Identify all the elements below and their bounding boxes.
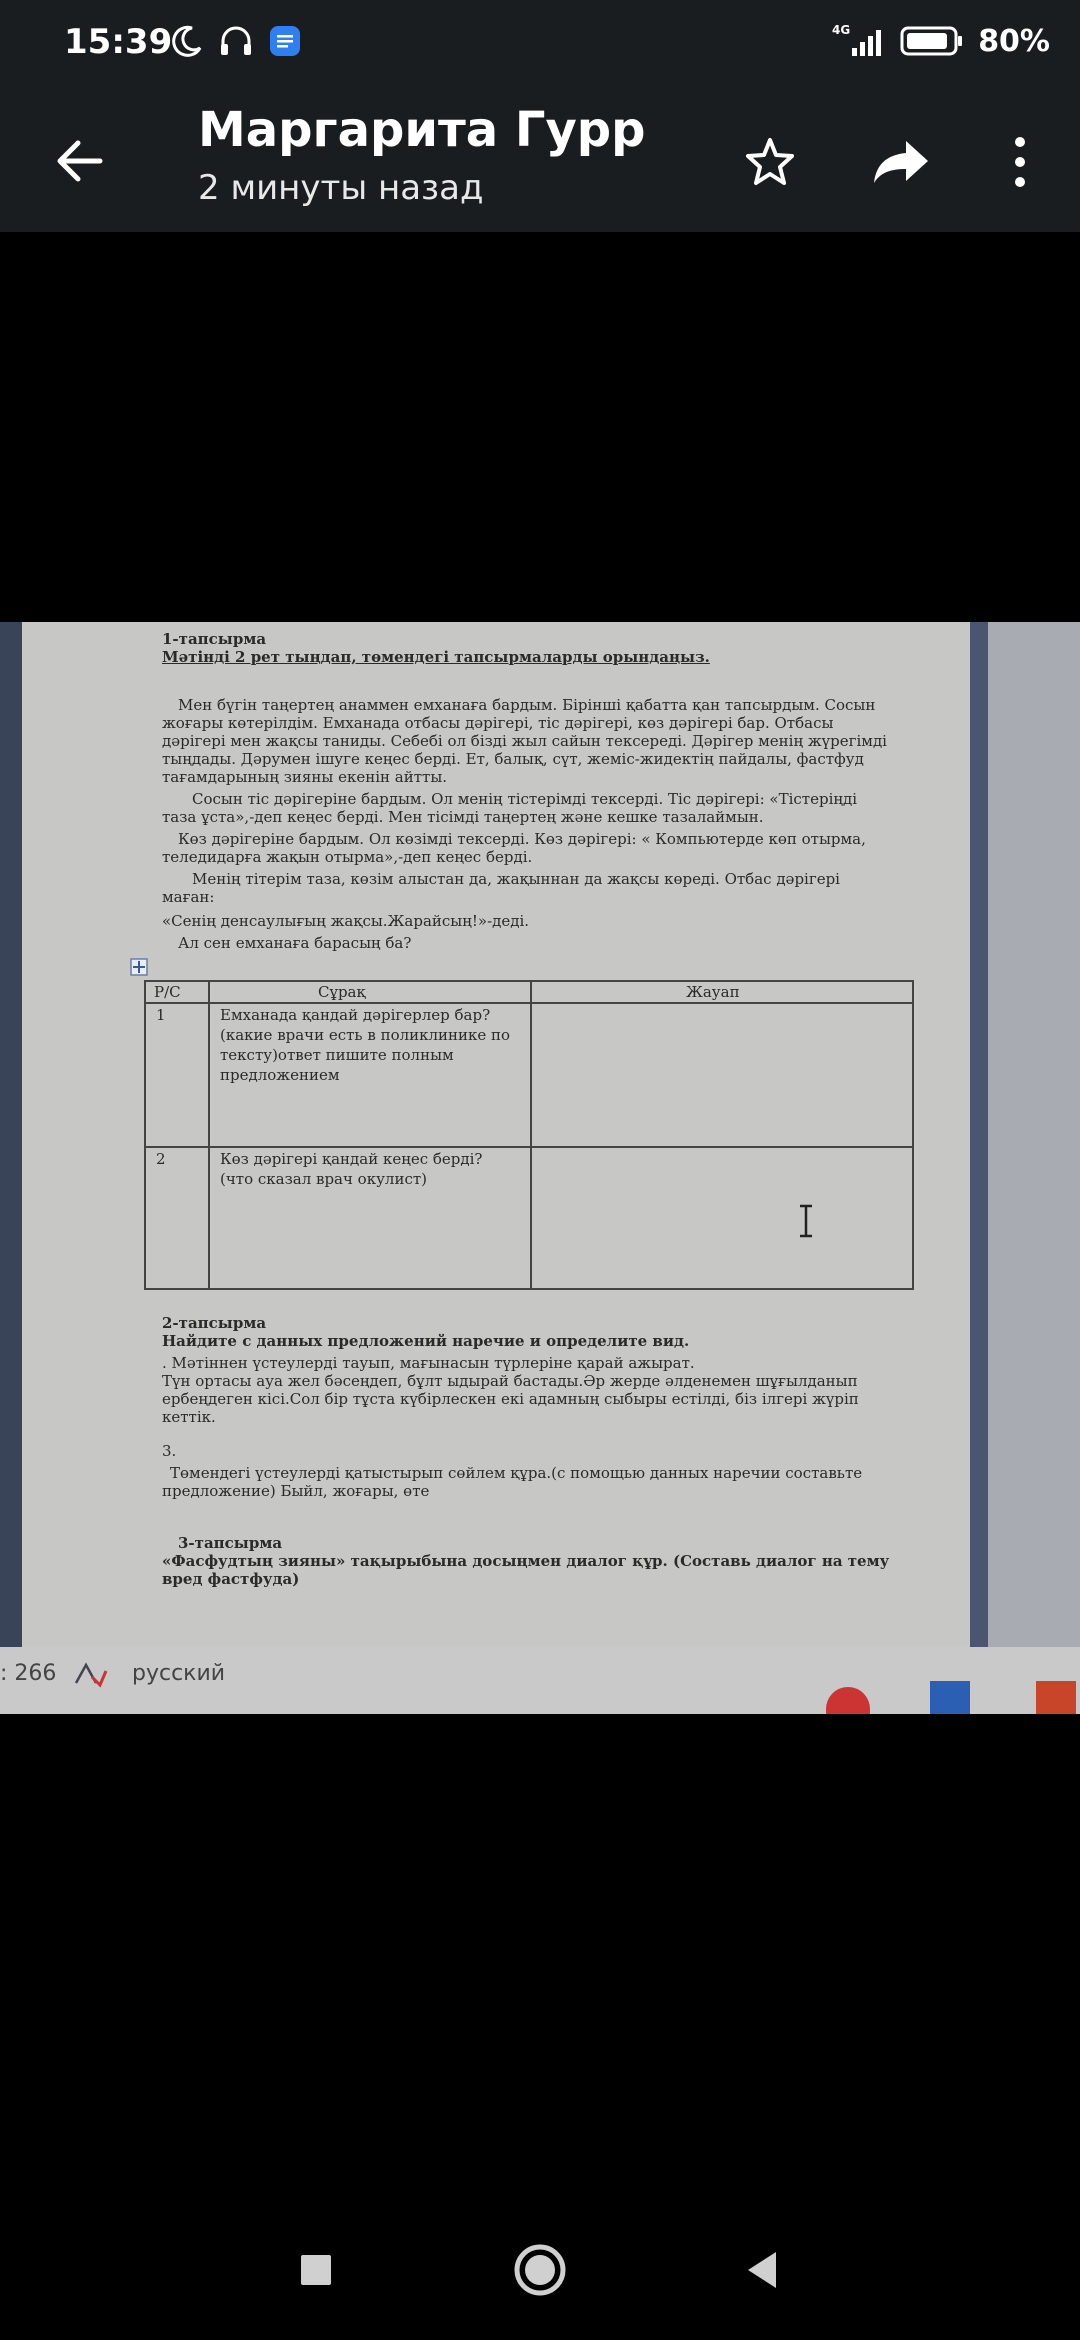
navigation-bar (0, 2200, 1080, 2340)
status-bar (0, 0, 1080, 96)
paragraph-line: маған: (162, 888, 215, 906)
moon-icon (170, 24, 204, 58)
star-icon (743, 135, 797, 189)
task2-heading: 2-тапсырма (162, 1314, 267, 1332)
status-left-icons (170, 24, 302, 58)
more-options-button[interactable] (980, 122, 1060, 202)
task1-heading: 1-тапсырма (162, 630, 267, 648)
paragraph-line: Мен бүгін таңертең анаммен емханаға бардым. Бірінші қабатта қан тапсырдым. Сосын (178, 696, 876, 714)
star-button[interactable] (730, 122, 810, 202)
paragraph-line: тыңдады. Дәрумен ішуге кеңес берді. Ет, балық, сүт, жеміс-жидектің пайдалы, фастфуд (162, 750, 864, 768)
document-scroll-edge (970, 622, 988, 1647)
question-line: (какие врачи есть в поликлинике по (220, 1026, 511, 1044)
word-taskbar-icon (930, 1681, 970, 1714)
status-time: 15:39 (64, 22, 173, 62)
editor-side-panel (988, 622, 1080, 1647)
paragraph-line: «Сенің денсаулығың жақсы.Жарайсың!»-деді. (162, 912, 530, 930)
task2-line: . Мәтіннен үстеулерді тауып, мағынасын түрлеріне қарай ажырат. (162, 1354, 695, 1372)
paragraph-line: жоғары көтерілдім. Емханада отбасы дәрігері, тіс дәрігері, көз дәрігері бар. Отбасы (162, 714, 834, 732)
paragraph-line: тағамдарының зияны екенін айтты. (162, 768, 448, 786)
more-vert-icon (1010, 134, 1030, 190)
paragraph-line: теледидарға жақын отырма»,-деп кеңес берді. (162, 848, 533, 866)
paragraph-line: дәрігері мен жақсы таниды. Себебі ол бізді жыл сайын тексереді. Дәрігер менің жүрегімді (162, 732, 887, 750)
paragraph-line: Сосын тіс дәрігеріне бардым. Ол менің тістерімді тексерді. Тіс дәрігері: «Тістеріңді (192, 790, 858, 808)
paragraph-line: Көз дәрігеріне бардым. Ол көзімді тексерді. Көз дәрігері: « Компьютерде көп отырма, (178, 830, 866, 848)
word-status-bar (0, 1647, 1080, 1714)
home-button[interactable] (500, 2230, 580, 2310)
forward-button[interactable] (862, 122, 942, 202)
battery-icon (900, 25, 964, 57)
table-header-question: Сұрақ (318, 983, 366, 1001)
message-app-icon (268, 24, 302, 58)
battery-percent: 80% (978, 23, 1050, 59)
square-icon (299, 2253, 333, 2287)
task2-line: ербеңдеген кісі.Сол бір тұста күбірлескен екі адамның сыбыры естілді, біз ілгері жүріп (162, 1390, 859, 1408)
paragraph-line: Ал сен емханаға барасың ба? (178, 934, 412, 952)
text-cursor-icon (796, 1204, 816, 1238)
recent-apps-button[interactable] (276, 2230, 356, 2310)
svg-text:4G: 4G (832, 23, 851, 37)
row-number: 2 (156, 1150, 166, 1168)
document-page (22, 622, 970, 1647)
question-table (144, 980, 914, 1290)
message-time: 2 минуты назад (198, 168, 484, 208)
question-line: предложением (220, 1066, 340, 1084)
arrow-back-icon (54, 139, 104, 183)
question-line: (что сказал врач окулист) (220, 1170, 427, 1188)
task4-heading: 3-тапсырма (178, 1534, 283, 1552)
paragraph-line: Менің тітерім таза, көзім алыстан да, жақыннан да жақсы көреді. Отбас дәрігері (192, 870, 840, 888)
status-right-icons (830, 22, 1050, 60)
question-line: Емханада қандай дәрігерлер бар? (220, 1006, 491, 1024)
task3-number: 3. (162, 1442, 177, 1460)
contact-name: Маргарита Гурр (198, 102, 646, 158)
headphones-icon (218, 24, 254, 58)
task3-line: предложение) Быйл, жоғары, өте (162, 1482, 430, 1500)
task1-instruction: Мәтінді 2 рет тыңдап, төмендегі тапсырмаларды орындаңыз. (162, 648, 710, 666)
spellcheck-icon (72, 1659, 108, 1689)
powerpoint-taskbar-icon (1036, 1681, 1076, 1714)
table-move-handle-icon[interactable] (130, 958, 148, 976)
forward-icon (872, 137, 932, 187)
row-number: 1 (156, 1006, 166, 1024)
table-header-num: Р/С (154, 983, 181, 1001)
task4-line: «Фасфудтың зияны» тақырыбына досыңмен диалог құр. (Составь диалог на тему (162, 1552, 890, 1570)
back-nav-button[interactable] (722, 2230, 802, 2310)
back-button[interactable] (44, 126, 114, 196)
task4-line: вред фастфуда) (162, 1570, 300, 1588)
paragraph-line: таза ұста»,-деп кеңес берді. Мен тісімді таңертең және кешке тазалаймын. (162, 808, 764, 826)
taskbar-app-icon (826, 1687, 870, 1714)
table-header-answer: Жауап (686, 983, 740, 1001)
word-count: : 266 (0, 1661, 57, 1686)
question-line: Көз дәрігері қандай кеңес берді? (220, 1150, 483, 1168)
signal-4g-icon (830, 22, 886, 60)
app-bar (0, 96, 1080, 232)
home-circle-icon (512, 2242, 568, 2298)
task2-line: Түн ортасы ауа жел бәсеңдеп, бұлт ыдырай бастады.Әр жерде әлденемен шұғылданып (162, 1372, 858, 1390)
monitor-left-edge (0, 622, 22, 1714)
task3-line: Төмендегі үстеулерді қатыстырып сөйлем құра.(с помощью данных наречии составьте (170, 1464, 863, 1482)
task2-instruction: Найдите с данных предложений наречие и определите вид. (162, 1332, 690, 1350)
question-line: тексту)ответ пишите полным (220, 1046, 454, 1064)
triangle-back-icon (744, 2250, 780, 2290)
attached-photo[interactable] (0, 622, 1080, 1714)
language-indicator: русский (132, 1661, 226, 1686)
task2-line: кеттік. (162, 1408, 216, 1426)
